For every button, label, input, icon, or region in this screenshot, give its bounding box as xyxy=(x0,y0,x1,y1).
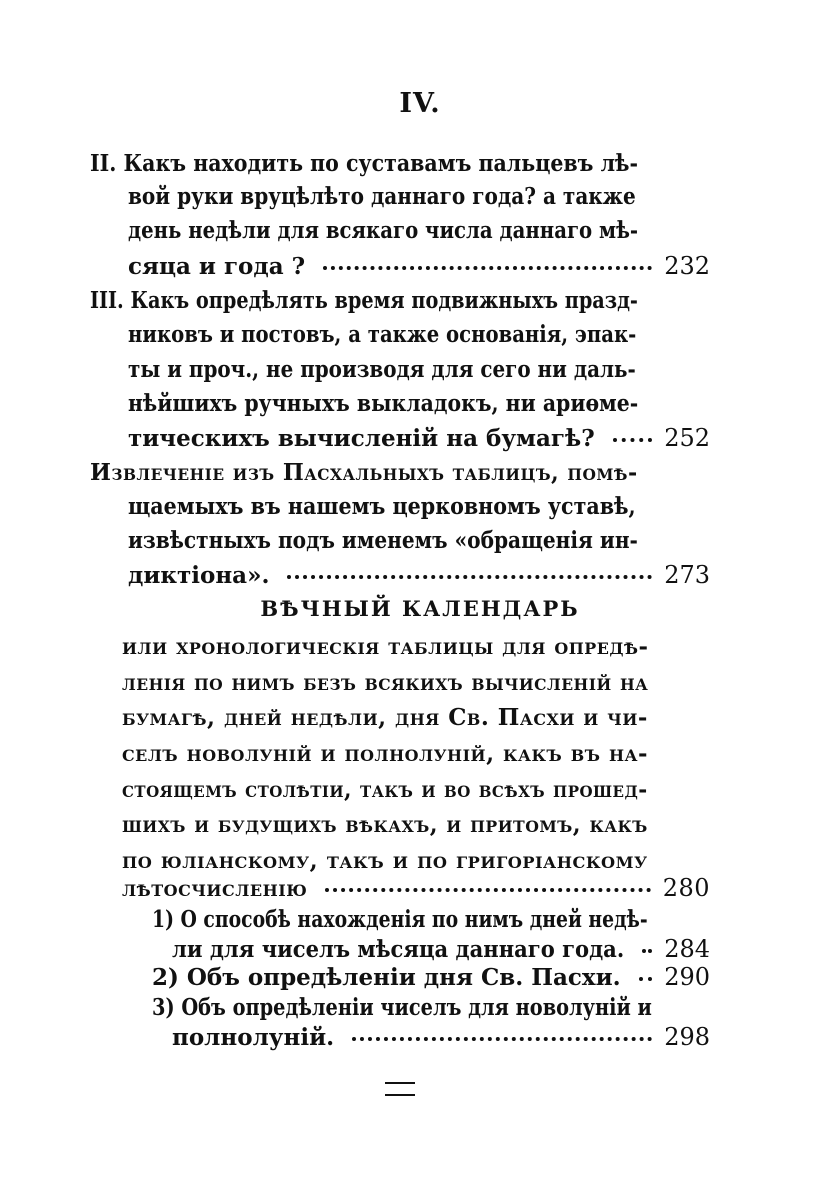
dot-leader xyxy=(287,573,652,579)
subitem-line: полнолуній. xyxy=(172,1024,335,1051)
calendar-line: бумагѣ, дней недѣли, дня Св. Пасхи и чи- xyxy=(122,704,648,731)
toc-entry-line: нѣйшихъ ручныхъ выкладокъ, ни ариөме- xyxy=(128,390,639,417)
toc-entry-line-with-page xyxy=(128,251,710,282)
calendar-line: селъ новолуній и полнолуній, какъ въ на- xyxy=(122,740,648,767)
dot-leader xyxy=(639,975,653,981)
page-number: 290 xyxy=(664,963,710,991)
dot-leader xyxy=(325,886,650,892)
subitem-line: 2) Объ опредѣленіи дня Св. Пасхи. xyxy=(152,964,621,991)
subitem-line-with-page xyxy=(172,934,710,965)
toc-entry-line-with-page xyxy=(128,560,710,591)
calendar-line: шихъ и будущихъ вѣкахъ, и притомъ, какъ xyxy=(122,811,648,838)
toc-entry-line: ты и проч., не производя для сего ни даль- xyxy=(128,356,636,383)
toc-entry-line: никовъ и постовъ, а также основанія, эпак- xyxy=(128,321,637,348)
page-number: 273 xyxy=(664,561,710,589)
section-heading: ВѢЧНЫЙ КАЛЕНДАРЬ xyxy=(260,596,580,621)
subitem-line: 3) Объ опредѣленіи чиселъ для новолуній и xyxy=(152,994,652,1021)
page-number: 252 xyxy=(664,424,710,452)
toc-entry-line: щаемыхъ въ нашемъ церковномъ уставѣ, xyxy=(128,493,636,520)
toc-entry-line-with-page xyxy=(128,423,710,454)
toc-entry-line: вой руки вруцѣлѣто даннаго года? а также xyxy=(128,183,636,210)
dot-leader xyxy=(323,264,652,270)
toc-entry-line: III. Какъ опредѣлять время подвижныхъ празд- xyxy=(90,287,638,314)
calendar-line: или хронологическія таблицы для опредѣ- xyxy=(122,633,649,660)
toc-entry-line: II. Какъ находить по суставамъ пальцевъ лѣ- xyxy=(90,150,639,177)
toc-entry-line: Извлеченіе изъ Пасхальныхъ таблицъ, помѣ- xyxy=(90,459,638,486)
dot-leader xyxy=(352,1035,652,1041)
dot-leader xyxy=(613,436,653,442)
toc-entry-line: диктіона». xyxy=(128,562,270,589)
calendar-line: ленія по нимъ безъ всякихъ вычисленій на xyxy=(122,669,649,696)
dot-leader xyxy=(642,947,652,953)
calendar-line-with-page xyxy=(122,873,710,904)
page-number: 280 xyxy=(662,874,710,902)
subitem-line: 1) О способѣ нахожденія по нимъ дней недѣ- xyxy=(152,906,648,933)
toc-entry-line: извѣстныхъ подъ именемъ «обращенія ин- xyxy=(128,527,638,554)
page-number: 298 xyxy=(664,1023,710,1051)
page-number: 284 xyxy=(664,935,710,963)
toc-entry-line: день недѣли для всякаго числа даннаго мѣ- xyxy=(128,217,639,244)
closing-double-rule xyxy=(385,1082,415,1096)
calendar-line: лѣтосчисленію xyxy=(122,875,308,902)
subitem-line: ли для чиселъ мѣсяца даннаго года. xyxy=(172,936,625,963)
page-folio: IV. xyxy=(399,88,441,119)
subitem-line-with-page xyxy=(172,1022,710,1053)
page-number: 232 xyxy=(664,252,710,280)
toc-entry-line: тическихъ вычисленій на бумагѣ? xyxy=(128,425,595,452)
calendar-line: стоящемъ столѣтіи, такъ и во всѣхъ прошед- xyxy=(122,776,648,803)
calendar-line: по юліанскому, такъ и по григоріанскому xyxy=(122,847,648,874)
subitem-line-with-page xyxy=(152,962,710,993)
toc-entry-line: сяца и года ? xyxy=(128,253,306,280)
